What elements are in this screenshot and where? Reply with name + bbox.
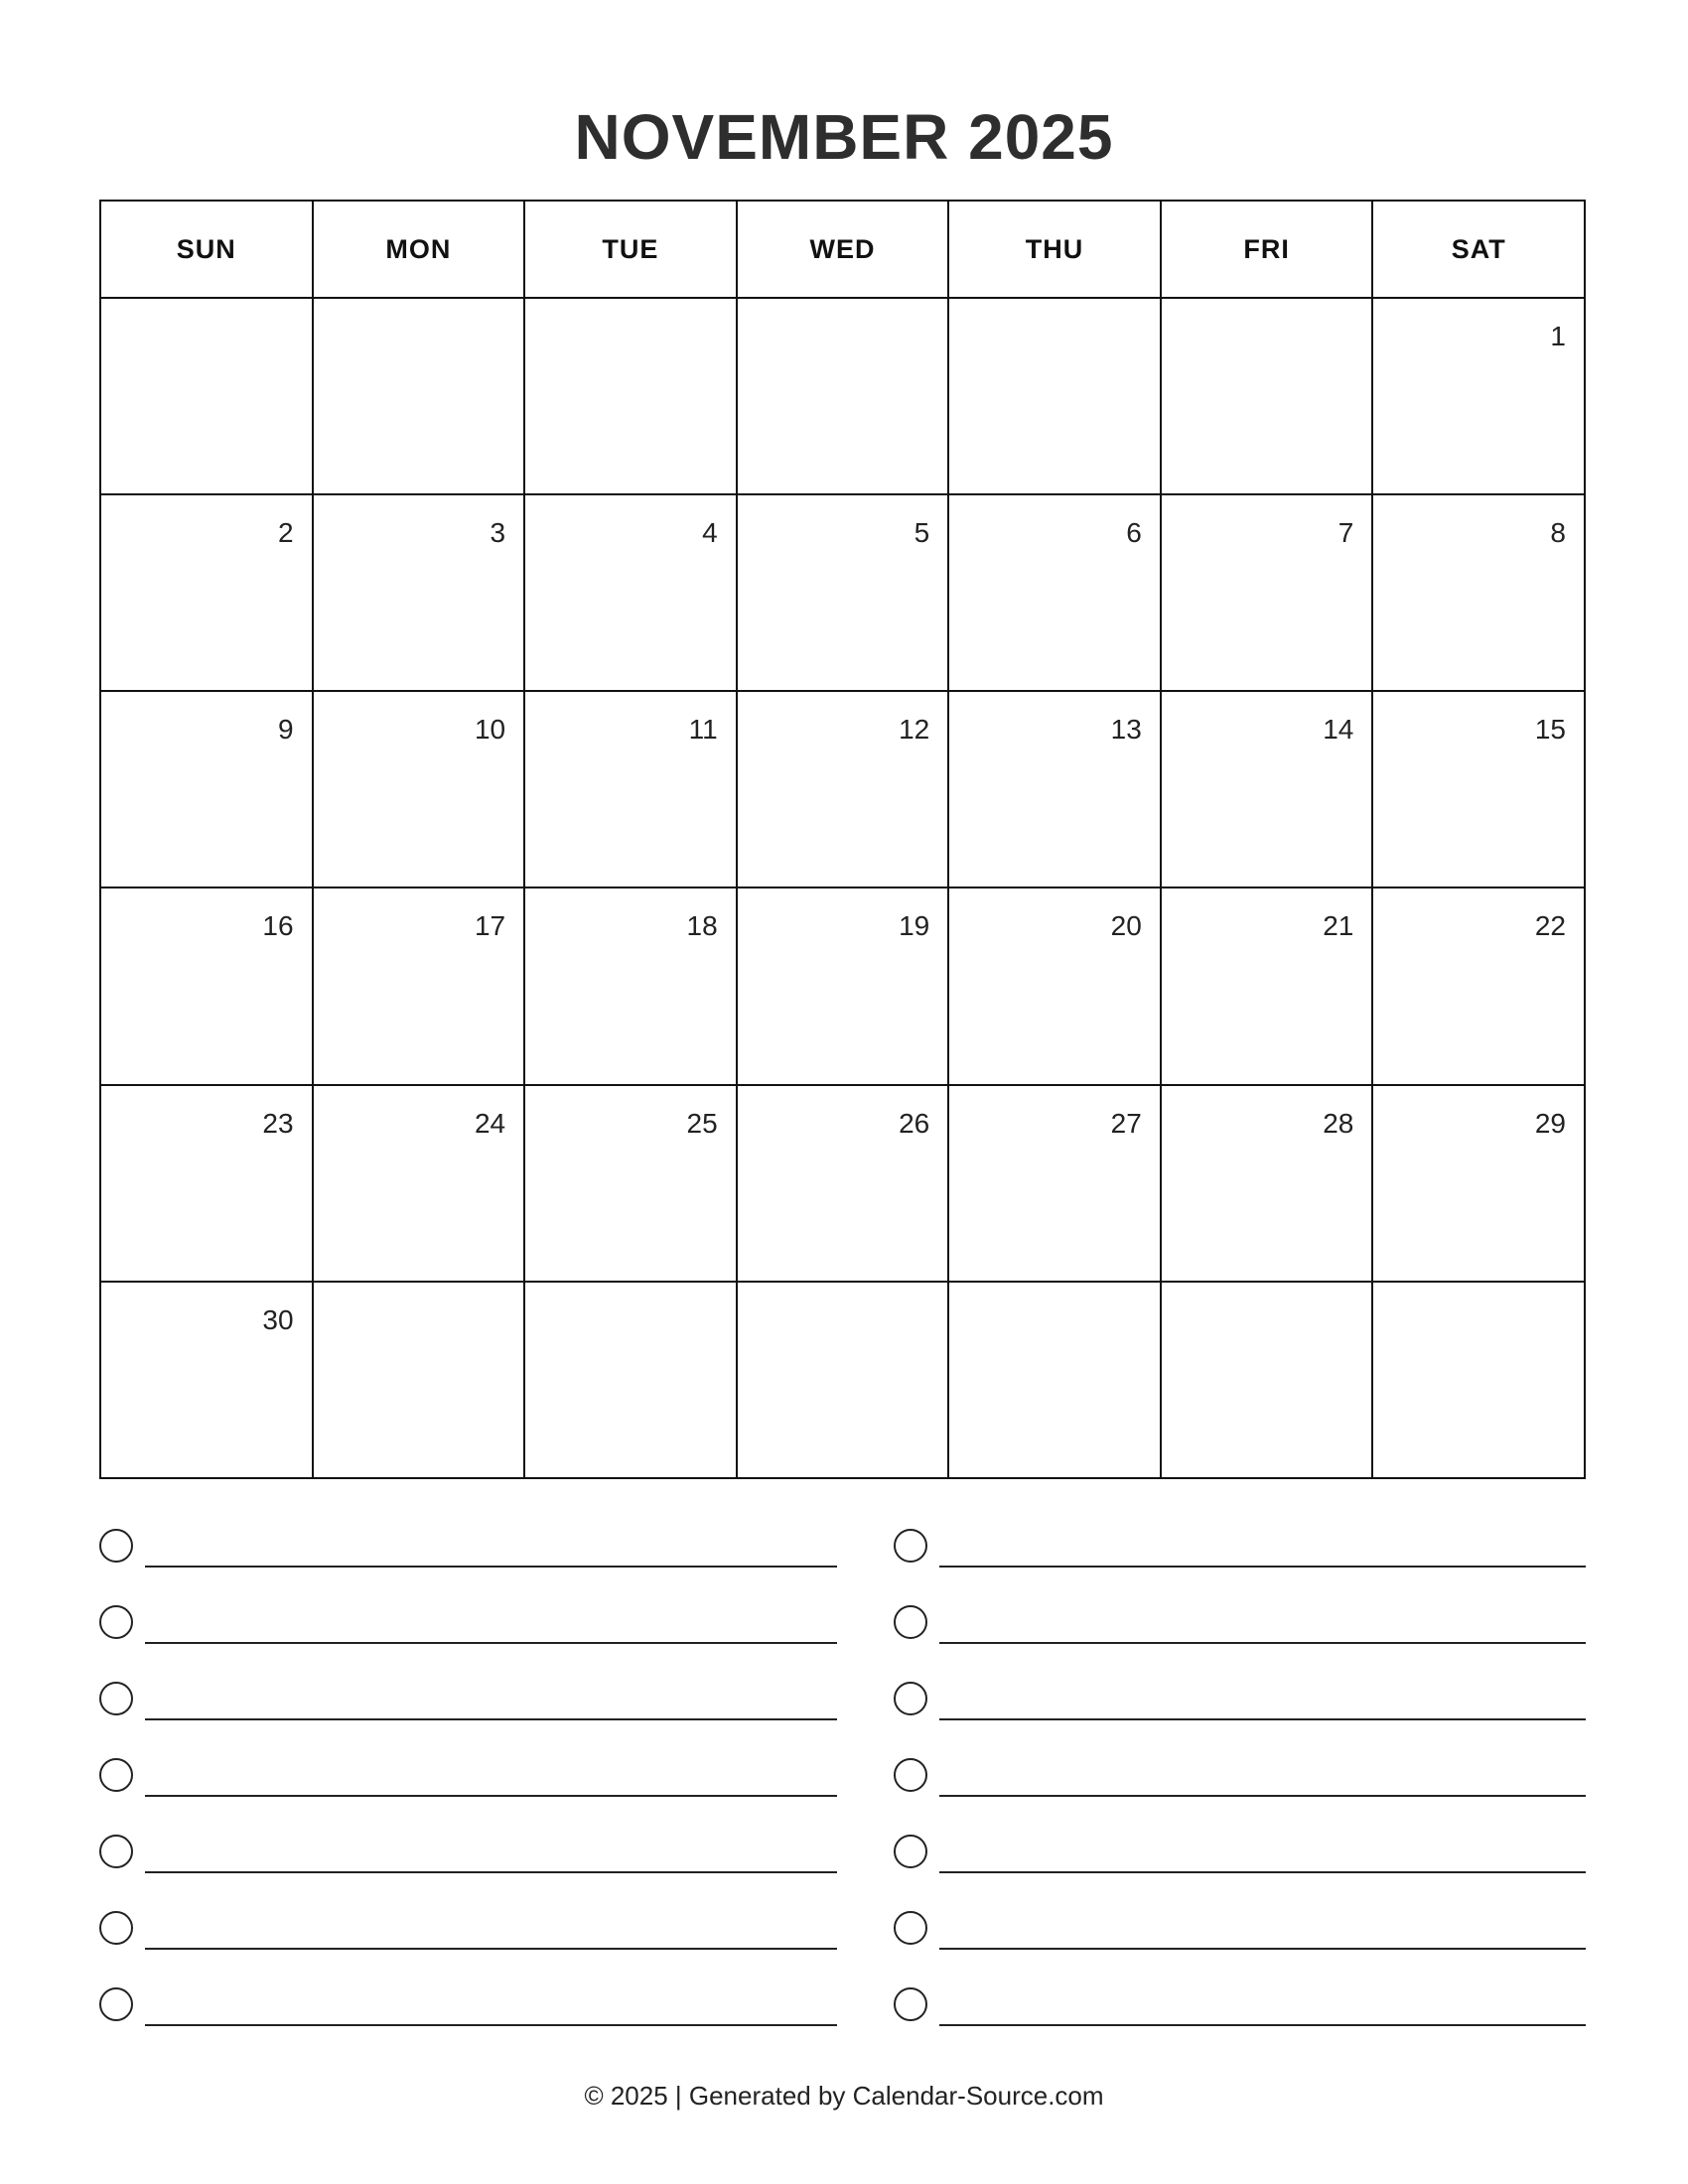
weekday-header: WED xyxy=(737,201,949,298)
day-cell[interactable] xyxy=(100,298,313,494)
note-item xyxy=(99,1906,837,1982)
day-number xyxy=(525,1283,736,1304)
note-write-line[interactable] xyxy=(145,1795,837,1797)
note-item xyxy=(99,1753,837,1830)
day-number xyxy=(949,299,1160,321)
day-cell[interactable] xyxy=(100,1085,313,1282)
day-cell[interactable] xyxy=(313,1085,525,1282)
day-cell[interactable] xyxy=(313,887,525,1084)
day-number: 27 xyxy=(1110,1107,1142,1139)
notes-section xyxy=(99,1524,1586,2040)
day-cell[interactable] xyxy=(524,298,737,494)
note-item xyxy=(894,1982,1586,2059)
note-write-line[interactable] xyxy=(145,1566,837,1568)
weekday-header: SUN xyxy=(100,201,313,298)
day-number xyxy=(525,299,736,321)
day-number: 4 xyxy=(702,517,718,549)
day-number: 8 xyxy=(1550,517,1566,549)
note-item xyxy=(99,1982,837,2059)
note-write-line[interactable] xyxy=(939,1718,1586,1720)
note-write-line[interactable] xyxy=(939,1948,1586,1950)
day-number xyxy=(949,1283,1160,1304)
note-item xyxy=(894,1600,1586,1677)
circle-checkbox-icon[interactable] xyxy=(99,1835,133,1868)
day-cell[interactable] xyxy=(313,298,525,494)
notes-column-left xyxy=(99,1524,837,2059)
note-item xyxy=(894,1906,1586,1982)
day-cell[interactable] xyxy=(1161,1282,1373,1478)
day-cell[interactable] xyxy=(737,298,949,494)
day-number: 3 xyxy=(490,517,506,549)
circle-checkbox-icon[interactable] xyxy=(99,1605,133,1639)
day-cell[interactable] xyxy=(948,1282,1161,1478)
day-cell[interactable] xyxy=(100,494,313,691)
day-number xyxy=(1162,299,1372,321)
day-cell[interactable] xyxy=(524,1282,737,1478)
circle-checkbox-icon[interactable] xyxy=(99,1758,133,1792)
day-cell[interactable] xyxy=(1372,691,1585,887)
day-cell[interactable] xyxy=(100,1282,313,1478)
note-write-line[interactable] xyxy=(145,1642,837,1644)
day-cell[interactable] xyxy=(1372,1085,1585,1282)
day-cell[interactable] xyxy=(1161,1085,1373,1282)
day-cell[interactable] xyxy=(313,1282,525,1478)
day-cell[interactable] xyxy=(524,494,737,691)
day-number xyxy=(738,1283,948,1304)
note-item xyxy=(894,1753,1586,1830)
circle-checkbox-icon[interactable] xyxy=(894,1682,927,1715)
day-cell[interactable] xyxy=(948,1085,1161,1282)
day-cell[interactable] xyxy=(1161,691,1373,887)
day-number: 18 xyxy=(686,910,718,942)
day-number xyxy=(314,299,524,321)
circle-checkbox-icon[interactable] xyxy=(99,1529,133,1563)
day-cell[interactable] xyxy=(737,887,949,1084)
circle-checkbox-icon[interactable] xyxy=(894,1758,927,1792)
day-number: 11 xyxy=(688,714,718,746)
day-cell[interactable] xyxy=(100,887,313,1084)
day-number: 13 xyxy=(1110,714,1142,746)
calendar-grid xyxy=(99,200,1586,1479)
weekday-header: SAT xyxy=(1372,201,1585,298)
day-number: 7 xyxy=(1337,517,1354,549)
circle-checkbox-icon[interactable] xyxy=(894,1911,927,1945)
day-cell[interactable] xyxy=(1372,1282,1585,1478)
note-write-line[interactable] xyxy=(939,2024,1586,2026)
note-write-line[interactable] xyxy=(939,1566,1586,1568)
day-number xyxy=(101,299,312,321)
note-item xyxy=(99,1830,837,1906)
day-number: 28 xyxy=(1323,1107,1354,1139)
note-item xyxy=(894,1830,1586,1906)
day-cell[interactable] xyxy=(948,691,1161,887)
note-write-line[interactable] xyxy=(145,2024,837,2026)
note-item xyxy=(99,1524,837,1600)
note-write-line[interactable] xyxy=(145,1948,837,1950)
day-cell[interactable] xyxy=(737,691,949,887)
day-number: 29 xyxy=(1534,1107,1566,1139)
day-number xyxy=(1162,1283,1372,1304)
day-number: 16 xyxy=(262,910,294,942)
calendar-week-row xyxy=(100,887,1585,1084)
day-number: 14 xyxy=(1323,714,1354,746)
note-item xyxy=(99,1600,837,1677)
day-number xyxy=(738,299,948,321)
day-number: 12 xyxy=(899,714,930,746)
note-write-line[interactable] xyxy=(145,1871,837,1873)
note-item xyxy=(894,1524,1586,1600)
day-number: 21 xyxy=(1323,910,1354,942)
weekday-header-row xyxy=(100,201,1585,298)
day-cell[interactable] xyxy=(1161,887,1373,1084)
day-cell[interactable] xyxy=(1161,298,1373,494)
day-number: 10 xyxy=(474,714,506,746)
circle-checkbox-icon[interactable] xyxy=(894,1529,927,1563)
day-cell[interactable] xyxy=(1372,298,1585,494)
day-number: 20 xyxy=(1110,910,1142,942)
circle-checkbox-icon[interactable] xyxy=(99,1911,133,1945)
day-number: 30 xyxy=(262,1303,294,1335)
day-number: 1 xyxy=(1550,321,1566,351)
day-number: 5 xyxy=(914,517,930,549)
day-cell[interactable] xyxy=(1161,494,1373,691)
day-cell[interactable] xyxy=(100,691,313,887)
day-cell[interactable] xyxy=(737,1282,949,1478)
calendar-week-row xyxy=(100,1282,1585,1478)
note-item xyxy=(894,1677,1586,1753)
day-cell[interactable] xyxy=(948,298,1161,494)
calendar-week-row xyxy=(100,298,1585,494)
day-cell[interactable] xyxy=(737,494,949,691)
day-cell[interactable] xyxy=(1372,887,1585,1084)
day-number xyxy=(1373,1283,1584,1304)
note-write-line[interactable] xyxy=(939,1642,1586,1644)
calendar-week-row xyxy=(100,1085,1585,1282)
day-cell[interactable] xyxy=(524,1085,737,1282)
circle-checkbox-icon[interactable] xyxy=(894,1835,927,1868)
weekday-header: TUE xyxy=(524,201,737,298)
weekday-header: THU xyxy=(948,201,1161,298)
day-number: 26 xyxy=(899,1107,930,1139)
calendar-week-row xyxy=(100,494,1585,691)
day-cell[interactable] xyxy=(524,691,737,887)
day-cell[interactable] xyxy=(737,1085,949,1282)
day-cell[interactable] xyxy=(948,887,1161,1084)
circle-checkbox-icon[interactable] xyxy=(99,1987,133,2021)
footer-credit: © 2025 | Generated by Calendar-Source.com xyxy=(584,2081,1104,2111)
day-number: 9 xyxy=(277,714,294,746)
day-cell[interactable] xyxy=(1372,494,1585,691)
day-number: 24 xyxy=(474,1107,506,1139)
circle-checkbox-icon[interactable] xyxy=(894,1987,927,2021)
day-number: 19 xyxy=(899,910,930,942)
note-write-line[interactable] xyxy=(939,1871,1586,1873)
note-write-line[interactable] xyxy=(145,1718,837,1720)
day-number: 17 xyxy=(474,910,506,942)
day-number: 23 xyxy=(262,1107,294,1139)
note-write-line[interactable] xyxy=(939,1795,1586,1797)
day-number: 25 xyxy=(686,1107,718,1139)
note-item xyxy=(99,1677,837,1753)
day-number: 6 xyxy=(1126,517,1142,549)
weekday-header: FRI xyxy=(1161,201,1373,298)
day-number: 2 xyxy=(277,517,294,549)
notes-column-right xyxy=(894,1524,1586,2059)
day-cell[interactable] xyxy=(313,691,525,887)
day-number: 15 xyxy=(1534,714,1566,746)
circle-checkbox-icon[interactable] xyxy=(99,1682,133,1715)
day-cell[interactable] xyxy=(948,494,1161,691)
calendar-week-row xyxy=(100,691,1585,887)
page-title: NOVEMBER 2025 xyxy=(574,101,1114,173)
day-cell[interactable] xyxy=(524,887,737,1084)
day-number: 22 xyxy=(1534,910,1566,942)
circle-checkbox-icon[interactable] xyxy=(894,1605,927,1639)
day-cell[interactable] xyxy=(313,494,525,691)
weekday-header: MON xyxy=(313,201,525,298)
day-number xyxy=(314,1283,524,1304)
calendar-body xyxy=(100,298,1585,1478)
